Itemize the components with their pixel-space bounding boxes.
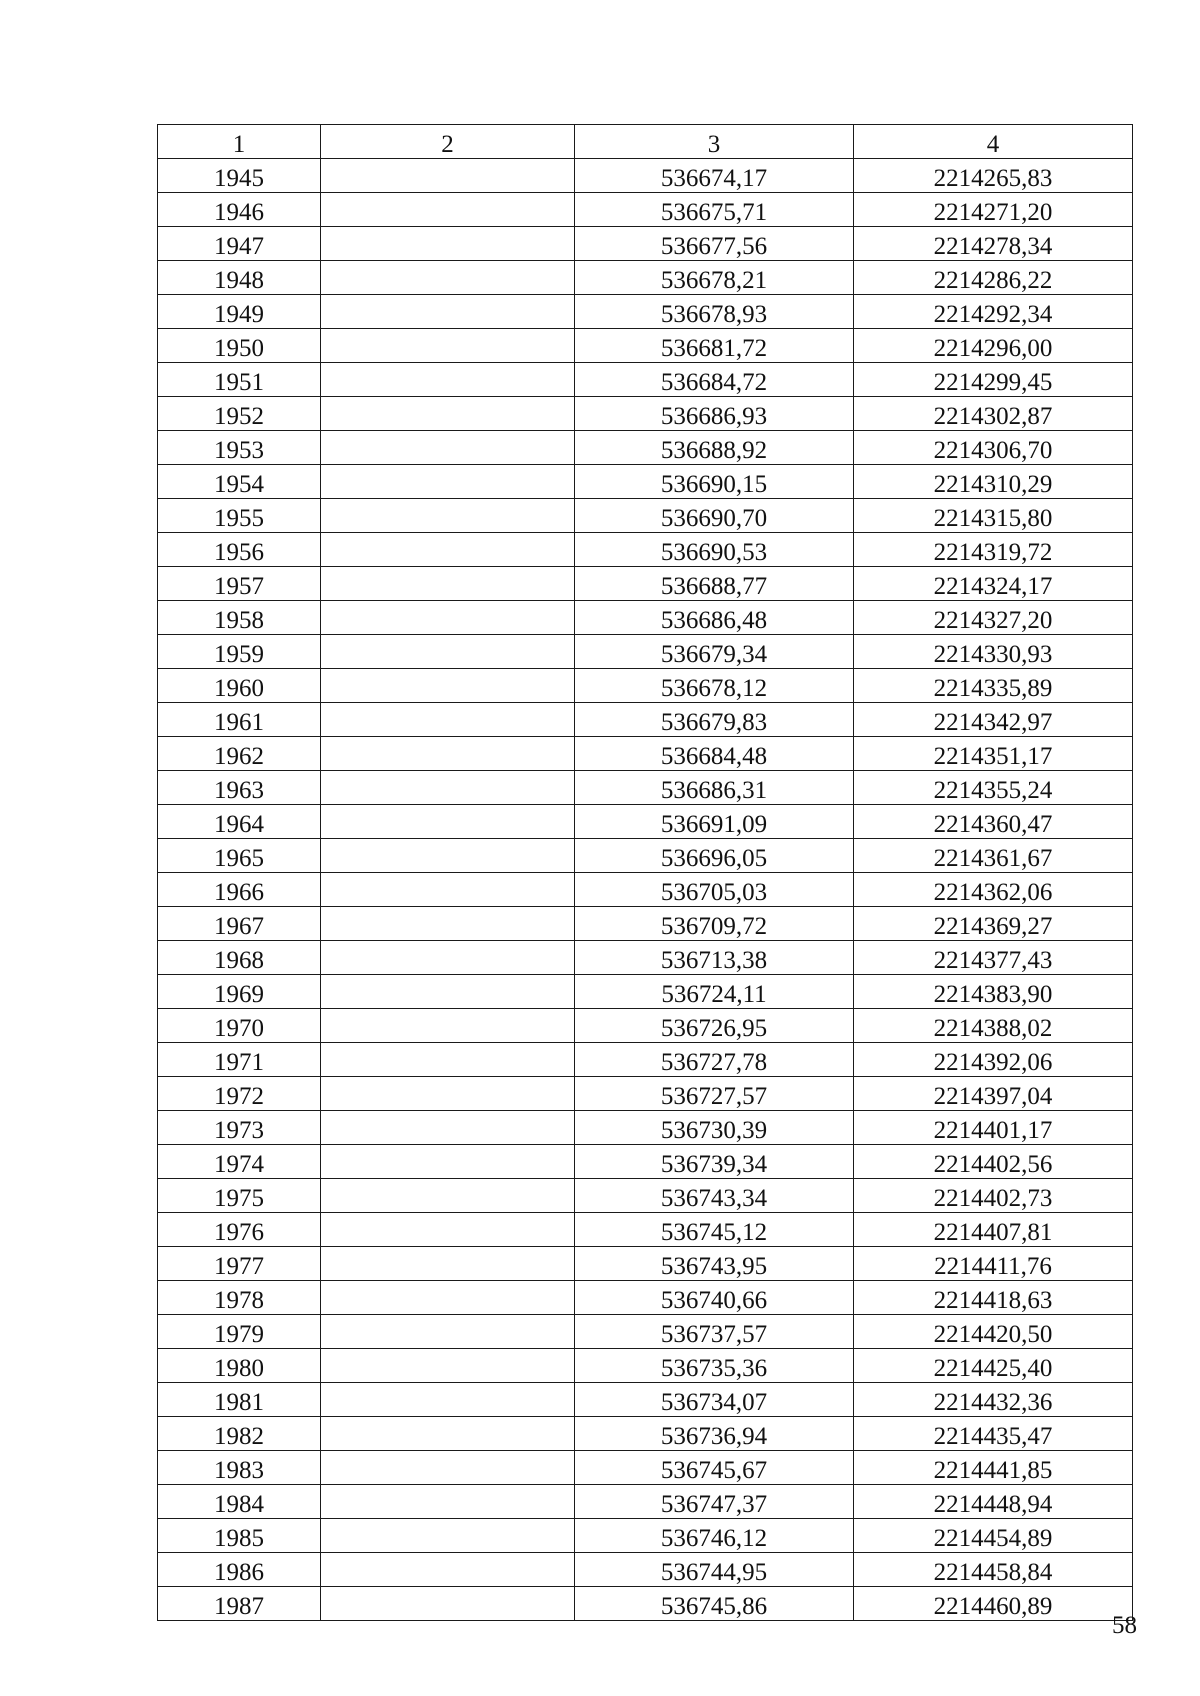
table-cell-col-1: 1953 [158,431,321,465]
table-row [158,329,1133,363]
table-row [158,397,1133,431]
table-cell-col-3: 536743,34 [575,1179,854,1213]
table-cell-col-2 [321,907,575,941]
table-cell-col-3: 536686,48 [575,601,854,635]
table-row [158,363,1133,397]
table-cell-col-3: 536679,34 [575,635,854,669]
table-cell-col-4: 2214355,24 [854,771,1133,805]
table-cell-col-2 [321,839,575,873]
table-row [158,1349,1133,1383]
table-cell-col-3: 536736,94 [575,1417,854,1451]
table-cell-col-4: 2214377,43 [854,941,1133,975]
table-cell-col-1: 1947 [158,227,321,261]
table-cell-col-4: 2214454,89 [854,1519,1133,1553]
table-cell-col-1: 1952 [158,397,321,431]
table-cell-col-3: 536727,57 [575,1077,854,1111]
table-cell-col-4: 2214296,00 [854,329,1133,363]
table-cell-col-3: 536690,15 [575,465,854,499]
table-cell-col-1: 1981 [158,1383,321,1417]
table-cell-col-4: 2214441,85 [854,1451,1133,1485]
table-row [158,771,1133,805]
table-cell-col-4: 2214458,84 [854,1553,1133,1587]
table-cell-col-1: 1967 [158,907,321,941]
table-cell-col-1: 1985 [158,1519,321,1553]
table-cell-col-1: 1982 [158,1417,321,1451]
table-cell-col-3: 536684,48 [575,737,854,771]
table-row [158,227,1133,261]
table-cell-col-4: 2214401,17 [854,1111,1133,1145]
table-cell-col-4: 2214265,83 [854,159,1133,193]
table-cell-col-1: 1955 [158,499,321,533]
table-row [158,1485,1133,1519]
table-cell-col-1: 1956 [158,533,321,567]
table-cell-col-2 [321,1519,575,1553]
table-row [158,1417,1133,1451]
table-cell-col-1: 1980 [158,1349,321,1383]
table-cell-col-3: 536744,95 [575,1553,854,1587]
table-row [158,499,1133,533]
table-cell-col-1: 1960 [158,669,321,703]
table-cell-col-4: 2214362,06 [854,873,1133,907]
table-cell-col-3: 536713,38 [575,941,854,975]
table-cell-col-2 [321,635,575,669]
table-cell-col-2 [321,363,575,397]
table-row [158,907,1133,941]
table-cell-col-4: 2214411,76 [854,1247,1133,1281]
table-row [158,839,1133,873]
table-cell-col-2 [321,1315,575,1349]
table-row [158,873,1133,907]
table-row [158,1383,1133,1417]
table-cell-col-4: 2214397,04 [854,1077,1133,1111]
table-cell-col-1: 1986 [158,1553,321,1587]
table-cell-col-1: 1987 [158,1587,321,1621]
table-cell-col-2 [321,1451,575,1485]
table-cell-col-2 [321,941,575,975]
table-cell-col-3: 536678,21 [575,261,854,295]
table-cell-col-4: 2214435,47 [854,1417,1133,1451]
table-row [158,601,1133,635]
table-cell-col-3: 536690,70 [575,499,854,533]
table-row [158,295,1133,329]
table-cell-col-4: 2214310,29 [854,465,1133,499]
table-cell-col-3: 536674,17 [575,159,854,193]
table-row [158,1587,1133,1621]
table-cell-col-3: 536678,12 [575,669,854,703]
table-cell-col-1: 1965 [158,839,321,873]
table-cell-col-2 [321,193,575,227]
table-cell-col-4: 2214330,93 [854,635,1133,669]
table-cell-col-2 [321,1009,575,1043]
table-row [158,159,1133,193]
table-cell-col-2 [321,465,575,499]
table-cell-col-1: 1979 [158,1315,321,1349]
table-cell-col-2 [321,533,575,567]
table-row [158,1009,1133,1043]
table-row [158,737,1133,771]
table-cell-col-1: 1969 [158,975,321,1009]
table-cell-col-4: 2214388,02 [854,1009,1133,1043]
table-row [158,567,1133,601]
table-cell-col-2 [321,1587,575,1621]
table-cell-col-2 [321,431,575,465]
table-cell-col-1: 1950 [158,329,321,363]
table-cell-col-3: 536691,09 [575,805,854,839]
table-cell-col-1: 1971 [158,1043,321,1077]
table-cell-col-2 [321,1179,575,1213]
table-cell-col-1: 1973 [158,1111,321,1145]
table-cell-col-3: 536724,11 [575,975,854,1009]
table-cell-col-3: 536705,03 [575,873,854,907]
table-cell-col-4: 2214402,73 [854,1179,1133,1213]
table-cell-col-1: 1964 [158,805,321,839]
table-cell-col-2 [321,1383,575,1417]
table-cell-col-4: 2214292,34 [854,295,1133,329]
table-cell-col-1: 1962 [158,737,321,771]
table-cell-col-3: 536678,93 [575,295,854,329]
table-cell-col-4: 2214351,17 [854,737,1133,771]
table-cell-col-1: 1976 [158,1213,321,1247]
table-cell-col-4: 2214335,89 [854,669,1133,703]
table-cell-col-2 [321,159,575,193]
table-row [158,1519,1133,1553]
table-cell-col-1: 1984 [158,1485,321,1519]
table-cell-col-3: 536686,93 [575,397,854,431]
table-cell-col-4: 2214448,94 [854,1485,1133,1519]
table-cell-col-2 [321,805,575,839]
table-row [158,1077,1133,1111]
table-cell-col-3: 536696,05 [575,839,854,873]
table-cell-col-3: 536745,86 [575,1587,854,1621]
table-cell-col-1: 1957 [158,567,321,601]
table-cell-col-4: 2214302,87 [854,397,1133,431]
table-cell-col-1: 1959 [158,635,321,669]
header-cell-1: 1 [158,125,321,159]
table-row [158,975,1133,1009]
table-cell-col-4: 2214319,72 [854,533,1133,567]
table-row [158,635,1133,669]
table-cell-col-1: 1966 [158,873,321,907]
table-cell-col-4: 2214402,56 [854,1145,1133,1179]
table-cell-col-2 [321,1349,575,1383]
header-cell-4: 4 [854,125,1133,159]
table-cell-col-2 [321,1281,575,1315]
table-cell-col-2 [321,1485,575,1519]
header-cell-3: 3 [575,125,854,159]
table-cell-col-3: 536686,31 [575,771,854,805]
table-row [158,431,1133,465]
table-cell-col-2 [321,329,575,363]
header-cell-2: 2 [321,125,575,159]
table-cell-col-2 [321,601,575,635]
table-cell-col-4: 2214315,80 [854,499,1133,533]
table-cell-col-3: 536740,66 [575,1281,854,1315]
table-cell-col-3: 536681,72 [575,329,854,363]
table-cell-col-1: 1978 [158,1281,321,1315]
table-cell-col-2 [321,261,575,295]
table-cell-col-2 [321,1043,575,1077]
table-row [158,1179,1133,1213]
table-cell-col-4: 2214432,36 [854,1383,1133,1417]
table-cell-col-1: 1974 [158,1145,321,1179]
table-cell-col-2 [321,771,575,805]
table-cell-col-1: 1949 [158,295,321,329]
table-row [158,533,1133,567]
table-cell-col-4: 2214369,27 [854,907,1133,941]
table-cell-col-3: 536709,72 [575,907,854,941]
table-cell-col-3: 536735,36 [575,1349,854,1383]
table-cell-col-3: 536688,77 [575,567,854,601]
table-row [158,1111,1133,1145]
table-row [158,1145,1133,1179]
table-cell-col-3: 536690,53 [575,533,854,567]
table-row [158,941,1133,975]
table-cell-col-1: 1945 [158,159,321,193]
table-row [158,1213,1133,1247]
table-cell-col-4: 2214361,67 [854,839,1133,873]
table-cell-col-1: 1968 [158,941,321,975]
table-cell-col-4: 2214407,81 [854,1213,1133,1247]
table-cell-col-4: 2214392,06 [854,1043,1133,1077]
table-cell-col-1: 1975 [158,1179,321,1213]
table-cell-col-2 [321,737,575,771]
table-cell-col-4: 2214271,20 [854,193,1133,227]
table-cell-col-2 [321,499,575,533]
table-row [158,1281,1133,1315]
table-cell-col-1: 1958 [158,601,321,635]
table-cell-col-2 [321,703,575,737]
table-cell-col-4: 2214460,89 [854,1587,1133,1621]
table-row [158,703,1133,737]
table-cell-col-2 [321,1145,575,1179]
table-row [158,1315,1133,1349]
table-cell-col-1: 1970 [158,1009,321,1043]
table-row [158,193,1133,227]
table-cell-col-3: 536734,07 [575,1383,854,1417]
table-cell-col-1: 1961 [158,703,321,737]
table-cell-col-3: 536727,78 [575,1043,854,1077]
table-cell-col-3: 536745,67 [575,1451,854,1485]
table-cell-col-1: 1983 [158,1451,321,1485]
table-cell-col-3: 536726,95 [575,1009,854,1043]
table-cell-col-1: 1946 [158,193,321,227]
table-row [158,1451,1133,1485]
table-cell-col-1: 1977 [158,1247,321,1281]
table-cell-col-4: 2214286,22 [854,261,1133,295]
table-cell-col-4: 2214360,47 [854,805,1133,839]
table-cell-col-1: 1951 [158,363,321,397]
table-cell-col-2 [321,1247,575,1281]
table-cell-col-4: 2214278,34 [854,227,1133,261]
table-cell-col-3: 536688,92 [575,431,854,465]
table-cell-col-4: 2214383,90 [854,975,1133,1009]
table-cell-col-3: 536747,37 [575,1485,854,1519]
table-cell-col-1: 1954 [158,465,321,499]
table-cell-col-2 [321,227,575,261]
table-cell-col-2 [321,295,575,329]
table-cell-col-3: 536739,34 [575,1145,854,1179]
table-row [158,261,1133,295]
table-cell-col-2 [321,873,575,907]
table-cell-col-4: 2214327,20 [854,601,1133,635]
table-cell-col-3: 536746,12 [575,1519,854,1553]
table-cell-col-2 [321,975,575,1009]
table-cell-col-1: 1963 [158,771,321,805]
table-cell-col-2 [321,1553,575,1587]
table-header [158,125,1133,159]
table-cell-col-3: 536675,71 [575,193,854,227]
table-cell-col-1: 1948 [158,261,321,295]
table-cell-col-4: 2214418,63 [854,1281,1133,1315]
table-cell-col-3: 536677,56 [575,227,854,261]
table-cell-col-3: 536737,57 [575,1315,854,1349]
table-row [158,1247,1133,1281]
table-cell-col-2 [321,397,575,431]
coordinates-table [157,124,1133,1621]
table-body [158,159,1133,1621]
table-cell-col-4: 2214306,70 [854,431,1133,465]
table-cell-col-2 [321,1417,575,1451]
table-row [158,1043,1133,1077]
table-cell-col-4: 2214299,45 [854,363,1133,397]
table-cell-col-4: 2214425,40 [854,1349,1133,1383]
table-cell-col-2 [321,669,575,703]
table-row [158,465,1133,499]
table-cell-col-3: 536730,39 [575,1111,854,1145]
table-cell-col-2 [321,1077,575,1111]
table-row [158,669,1133,703]
table-cell-col-2 [321,1111,575,1145]
table-cell-col-3: 536679,83 [575,703,854,737]
table-cell-col-3: 536745,12 [575,1213,854,1247]
table-row [158,1553,1133,1587]
table-cell-col-1: 1972 [158,1077,321,1111]
table-cell-col-3: 536684,72 [575,363,854,397]
header-row [158,125,1133,159]
page-number: 58 [1112,1612,1137,1639]
table-cell-col-2 [321,1213,575,1247]
table-row [158,805,1133,839]
table-cell-col-4: 2214420,50 [854,1315,1133,1349]
table-cell-col-4: 2214324,17 [854,567,1133,601]
table-cell-col-2 [321,567,575,601]
table-cell-col-4: 2214342,97 [854,703,1133,737]
table-cell-col-3: 536743,95 [575,1247,854,1281]
